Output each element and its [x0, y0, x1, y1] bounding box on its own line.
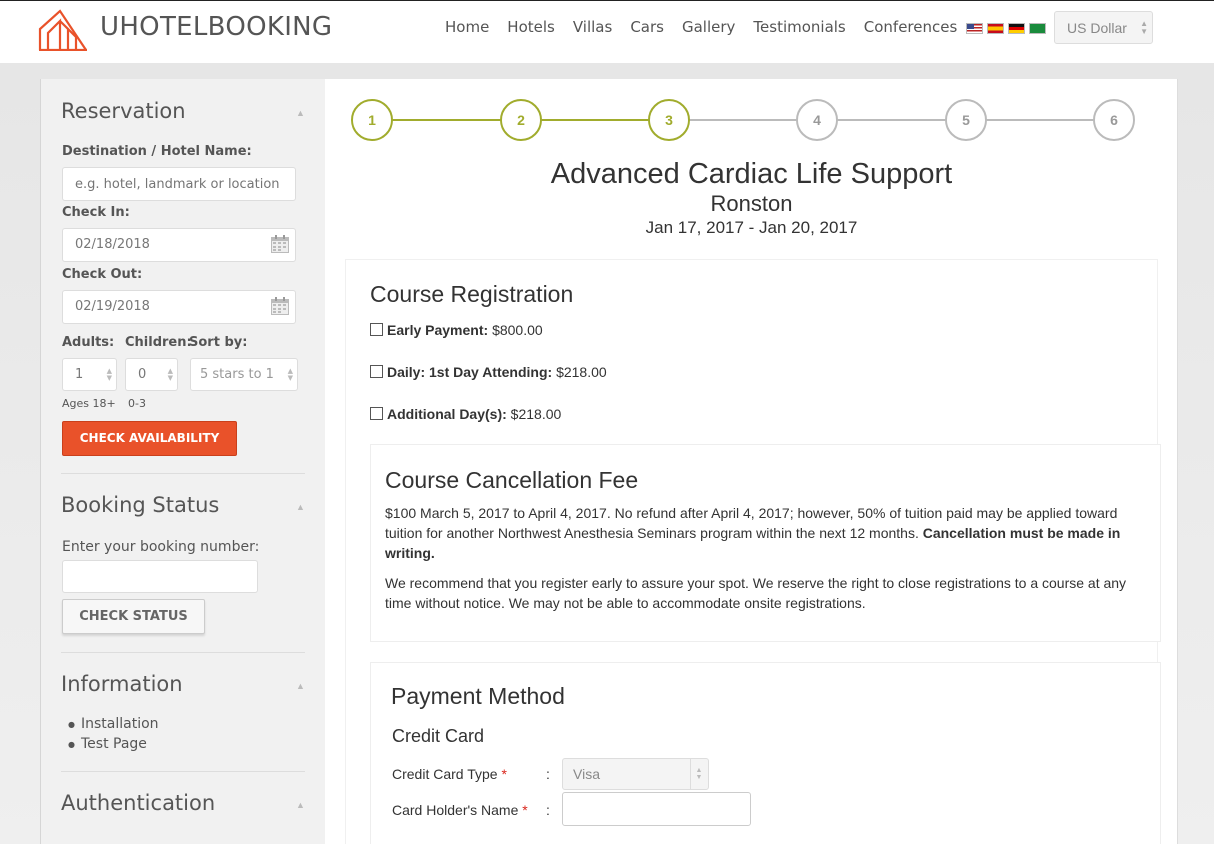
card-type-label: Credit Card Type * [392, 766, 507, 782]
saudi-flag-icon[interactable] [1029, 23, 1046, 34]
calendar-icon[interactable] [270, 234, 290, 254]
registration-note: We recommend that you register early to assure your spot. We reserve the right to close registrations to a course at any time without notice. We may not be able to accommodate onsite registrations. [385, 575, 1127, 611]
information-heading: Information [61, 672, 183, 696]
collapse-caret-icon[interactable]: ▲ [296, 108, 305, 118]
authentication-heading: Authentication [61, 791, 216, 815]
destination-label: Destination / Hotel Name: [62, 144, 252, 159]
cancellation-heading: Course Cancellation Fee [385, 467, 639, 493]
progress-steps [351, 99, 1137, 143]
card-type-select[interactable] [562, 758, 709, 790]
info-link-test-page[interactable]: ● Test Page [81, 736, 147, 752]
hotel-logo-icon[interactable] [38, 7, 88, 51]
option-daily-first-day[interactable] [370, 364, 607, 380]
destination-input[interactable] [62, 167, 296, 201]
checkout-label: Check Out: [62, 267, 143, 282]
colon: : [546, 766, 550, 782]
currency-select[interactable] [1054, 11, 1153, 44]
children-hint: 0-3 [128, 397, 146, 410]
checkout-field[interactable] [62, 290, 296, 324]
check-availability-button[interactable]: CHECK AVAILABILITY [62, 421, 237, 456]
checkout-value: 02/19/2018 [75, 299, 150, 314]
cancellation-policy-text [385, 503, 1145, 563]
course-title: Advanced Cardiac Life Support [550, 158, 953, 190]
collapse-caret-icon[interactable]: ▲ [296, 800, 305, 810]
option-label: Daily: 1st Day Attending: [387, 364, 553, 380]
option-price: $218.00 [556, 364, 607, 380]
sidebar-divider [61, 473, 305, 474]
sortby-select[interactable] [190, 358, 298, 391]
booking-number-label: Enter your booking number: [62, 539, 260, 555]
step-3[interactable]: 3 [648, 99, 690, 141]
sidebar [40, 79, 325, 844]
option-label: Early Payment: [387, 322, 489, 338]
credit-card-heading: Credit Card [392, 726, 485, 746]
spain-flag-icon[interactable] [987, 23, 1004, 34]
germany-flag-icon[interactable] [1008, 23, 1025, 34]
checkbox[interactable] [370, 365, 383, 378]
course-dates: Jan 17, 2017 - Jan 20, 2017 [645, 218, 858, 237]
reservation-heading: Reservation [61, 99, 186, 123]
cancellation-policy: $100 March 5, 2017 to April 4, 2017. No refund after April 4, 2017; however, 50% of tuition paid may be applied toward tuition for another Northwest Anesthesia Seminars program within the next 12 months. [385, 505, 1118, 541]
nav-home[interactable]: Home [445, 18, 490, 36]
step-4[interactable]: 4 [796, 99, 838, 141]
cancellation-writing-note: Cancellation must be made in writing. [385, 525, 1121, 561]
option-price: $218.00 [510, 406, 562, 422]
card-holder-input[interactable] [562, 792, 751, 826]
cancellation-panel [370, 444, 1161, 642]
children-select[interactable] [125, 358, 178, 391]
colon: : [546, 802, 550, 818]
check-status-button[interactable]: CHECK STATUS [62, 599, 205, 634]
brand-name[interactable]: UHOTELBOOKING [100, 12, 333, 42]
main-content [325, 79, 1178, 844]
option-label: Additional Day(s): [387, 406, 507, 422]
adults-value: 1 [75, 367, 84, 382]
children-value: 0 [138, 367, 147, 382]
collapse-caret-icon[interactable]: ▲ [296, 502, 305, 512]
nav-hotels[interactable]: Hotels [507, 18, 555, 36]
course-registration-heading: Course Registration [370, 281, 574, 307]
main-nav [436, 18, 966, 36]
step-1[interactable]: 1 [351, 99, 393, 141]
step-6[interactable]: 6 [1093, 99, 1135, 141]
checkin-label: Check In: [62, 205, 130, 220]
collapse-caret-icon[interactable]: ▲ [296, 681, 305, 691]
adults-label: Adults: [62, 335, 115, 350]
checkbox[interactable] [370, 407, 383, 420]
nav-cars[interactable]: Cars [630, 18, 664, 36]
card-type-value: Visa [573, 766, 600, 782]
option-price: $800.00 [492, 322, 543, 338]
adults-hint: Ages 18+ [62, 397, 116, 410]
card-holder-label: Card Holder's Name * [392, 802, 528, 818]
sortby-value: 5 stars to 1 [200, 367, 274, 382]
calendar-icon[interactable] [270, 296, 290, 316]
nav-villas[interactable]: Villas [572, 18, 613, 36]
nav-gallery[interactable]: Gallery [681, 18, 736, 36]
checkin-field[interactable] [62, 228, 296, 262]
sortby-label: Sort by: [189, 335, 248, 350]
nav-testimonials[interactable]: Testimonials [753, 18, 846, 36]
us-flag-icon[interactable] [966, 23, 983, 34]
sidebar-divider [61, 652, 305, 653]
option-early-payment[interactable] [370, 322, 543, 338]
booking-number-input[interactable] [62, 560, 258, 593]
children-label: Children: [125, 335, 192, 350]
payment-method-heading: Payment Method [391, 683, 565, 709]
select-arrows-icon: ▲ ▼ [1140, 19, 1148, 36]
adults-select[interactable] [62, 358, 117, 391]
info-link-installation[interactable]: ● Installation [81, 716, 159, 732]
sidebar-divider [61, 771, 305, 772]
select-arrows-icon: ▲ ▼ [287, 367, 293, 382]
checkin-value: 02/18/2018 [75, 237, 150, 252]
language-flags [966, 23, 1046, 34]
currency-value: US Dollar [1067, 20, 1127, 36]
select-arrows-icon: ▲ ▼ [690, 759, 707, 789]
course-location: Ronston [710, 191, 793, 216]
payment-panel [370, 662, 1161, 844]
option-additional-days[interactable] [370, 406, 561, 422]
select-arrows-icon: ▲ ▼ [106, 367, 112, 382]
step-2[interactable]: 2 [500, 99, 542, 141]
booking-status-heading: Booking Status [61, 493, 220, 517]
select-arrows-icon: ▲ ▼ [167, 367, 173, 382]
checkbox[interactable] [370, 323, 383, 336]
nav-conferences[interactable]: Conferences [863, 18, 958, 36]
step-line-pending [669, 119, 1115, 121]
step-5[interactable]: 5 [945, 99, 987, 141]
site-header [0, 0, 1214, 63]
